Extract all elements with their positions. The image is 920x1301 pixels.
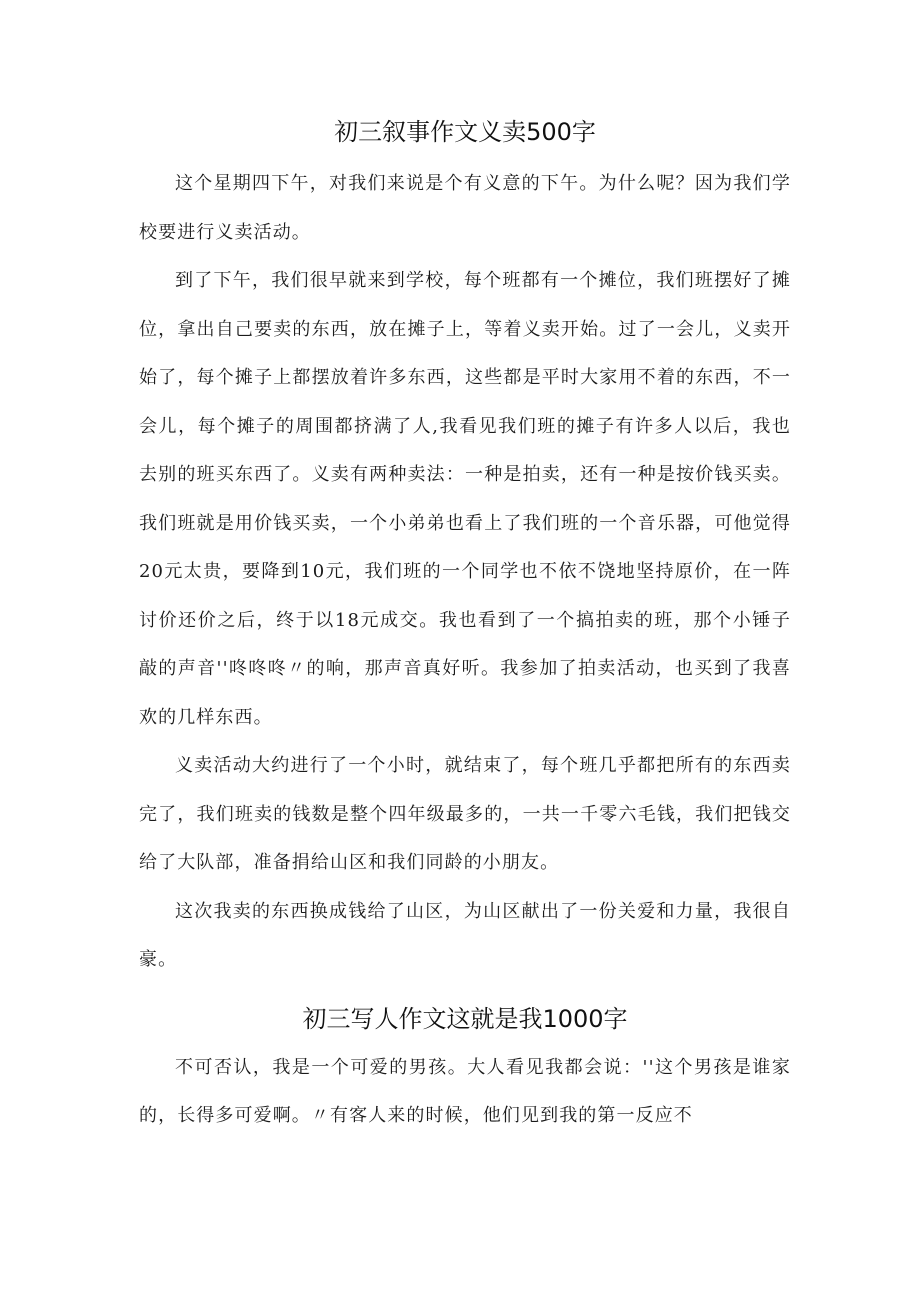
article-1-title: 初三叙事作文义卖500字: [334, 118, 596, 146]
article-1-paragraph-2: 到了下午，我们很早就来到学校，每个班都有一个摊位，我们班摆好了摊位，拿出自己要卖的东西，放在摊子上，等着义卖开始。过了一会儿，义卖开始了，每个摊子上都摆放着许多东西，这些都是平时大家用不着的东西，不一会儿，每个摊子的周围都挤满了人,我看见我们班的摊子有许多人以后，我也去别的班买东西了。义卖有两种卖法：一种是拍卖，还有一种是按价钱买卖。我们班就是用价钱买卖，一个小弟弟也看上了我们班的一个音乐器，可他觉得20元太贵，要降到10元，我们班的一个同学也不依不饶地坚持原价，在一阵讨价还价之后，终于以18元成交。我也看到了一个搞拍卖的班，那个小锤子敲的声音''咚咚咚〃的响，那声音真好听。我参加了拍卖活动，也买到了我喜欢的几样东西。: [139, 270, 791, 728]
article-1-paragraph-1: 这个星期四下午，对我们来说是个有义意的下午。为什么呢？因为我们学校要进行义卖活动。: [139, 173, 791, 243]
article-1-paragraph-4: 这次我卖的东西换成钱给了山区，为山区献出了一份关爱和力量，我很自豪。: [139, 900, 791, 970]
article-1-paragraph-3: 义卖活动大约进行了一个小时，就结束了，每个班几乎都把所有的东西卖完了，我们班卖的钱数是整个四年级最多的，一共一千零六毛钱，我们把钱交给了大队部，准备捐给山区和我们同龄的小朋友。: [139, 755, 791, 873]
article-2-title: 初三写人作文这就是我1000字: [302, 1004, 628, 1033]
document-content: [139, 112, 791, 1141]
article-2-paragraph-1: 不可否认，我是一个可爱的男孩。大人看见我都会说：''这个男孩是谁家的，长得多可爱啊。〃有客人来的时候，他们见到我的第一反应不: [139, 1056, 791, 1126]
